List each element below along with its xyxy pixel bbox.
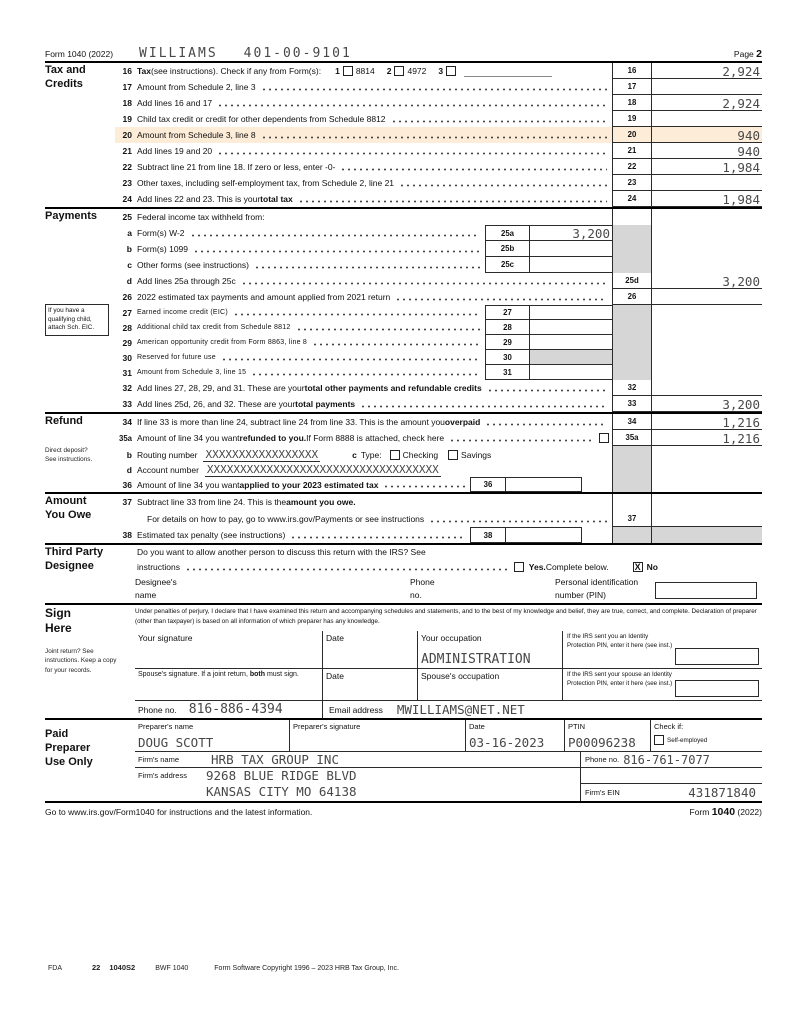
line-30-amount-reserved <box>530 350 612 365</box>
line-30-number: 30 <box>122 352 132 363</box>
section-tax-and-credits <box>45 61 762 207</box>
leader-dots <box>185 568 509 571</box>
leader-dots <box>395 298 607 301</box>
line-19-amount[interactable] <box>652 111 762 127</box>
leader-dots <box>449 439 594 442</box>
line-27-number: 27 <box>122 307 132 318</box>
phone-label: Phone no. <box>138 704 177 715</box>
preparer-identity-row <box>135 720 762 752</box>
shaded-strip <box>612 365 652 380</box>
leader-dots <box>193 250 480 253</box>
line-37-amount[interactable] <box>652 510 762 527</box>
designee-yes-text: Complete below. <box>545 561 609 572</box>
section-label-third-party: Third Party Designee <box>45 546 104 572</box>
line-17-box: 17 <box>612 79 652 95</box>
leader-dots <box>487 389 607 392</box>
email-label: Email address <box>329 704 383 715</box>
preparer-date-field[interactable]: Date 03-16-2023 <box>465 720 564 751</box>
line-25-row <box>115 209 762 225</box>
line-35a-amount[interactable]: 1,216 <box>652 430 762 446</box>
section-sign-here <box>45 603 762 718</box>
form-4972-checkbox[interactable] <box>394 66 404 76</box>
leader-dots <box>290 536 465 539</box>
line-35b-row <box>115 446 762 463</box>
section-payments <box>45 207 762 412</box>
line-16-number: 16 <box>122 66 132 76</box>
line-26-row <box>115 289 762 305</box>
line-18-number: 18 <box>122 98 132 108</box>
line-32-row <box>115 380 762 396</box>
line-26-desc: 2022 estimated tax payments and amount applied from 2021 return <box>137 292 391 302</box>
shaded-strip <box>612 446 652 463</box>
account-number-label: Account number <box>137 465 199 475</box>
shaded-strip <box>612 225 652 241</box>
direct-deposit-note: Direct deposit? See instructions. <box>45 447 93 464</box>
firm-name-row <box>135 752 762 768</box>
form-number-footer: Form 1040 (2022) <box>689 805 762 818</box>
section-label-tax-credits: Tax and Credits <box>45 64 86 90</box>
phone-value[interactable]: 816-886-4394 <box>188 702 283 717</box>
line-25d-box: 25d <box>612 273 652 289</box>
line-33-box: 33 <box>612 396 652 412</box>
line-36-box: 36 <box>470 477 506 492</box>
shaded-strip <box>612 305 652 320</box>
preparer-date-value[interactable]: 03-16-2023 <box>469 735 545 750</box>
line-20-number: 20 <box>122 130 132 140</box>
shaded-strip <box>612 350 652 365</box>
joint-return-note: Joint return? See instructions. Keep a copy for your records. <box>45 648 117 674</box>
line-25d-row <box>115 273 762 289</box>
line-33-desc-bold: total payments <box>295 399 356 409</box>
line-25c-desc: Other forms (see instructions) <box>137 260 249 270</box>
line-28-box: 28 <box>485 320 530 335</box>
line-25b-letter: b <box>126 244 132 254</box>
shaded-strip <box>612 257 652 273</box>
line-35a-number: 35a <box>118 433 132 443</box>
line-34-box: 34 <box>612 414 652 430</box>
line-18-amount[interactable]: 2,924 <box>652 95 762 111</box>
checkbox-1-label: 1 <box>335 66 340 76</box>
line-36-number: 36 <box>122 479 132 490</box>
line-24-box: 24 <box>612 191 652 207</box>
line-34-desc-bold: overpaid <box>444 417 481 427</box>
footer-line <box>45 804 762 819</box>
line-38-amount[interactable] <box>506 527 582 543</box>
line-25b-amount[interactable] <box>530 241 612 257</box>
line-36-desc-bold: applied to your 2023 estimated tax <box>239 479 379 490</box>
line-30-row <box>115 350 762 365</box>
leader-dots <box>340 168 607 171</box>
line-21-desc: Add lines 19 and 20 <box>137 146 213 156</box>
line-25b-row <box>115 241 762 257</box>
shaded-strip <box>612 241 652 257</box>
line-25-desc: Federal income tax withheld from: <box>137 212 265 222</box>
line-28-row <box>115 320 762 335</box>
line-27-row <box>115 305 762 320</box>
line-25c-row <box>115 257 762 273</box>
perjury-statement: Under penalties of perjury, I declare that I have examined this return and accompanying schedules and statements, and to the best of my knowledge and belief, they are true, correct, and complete. Declaration of preparer (other than taxpayer) is based on all information of which preparer has any knowledge. <box>135 608 757 626</box>
preparer-name-value[interactable]: DOUG SCOTT <box>138 735 214 750</box>
line-19-desc: Child tax credit or credit for other dependents from Schedule 8812 <box>137 114 386 124</box>
form-8814-text: 8814 <box>355 66 375 76</box>
line-25d-desc: Add lines 25a through 25c <box>137 276 236 286</box>
leader-dots <box>399 184 607 187</box>
line-32-box: 32 <box>612 380 652 396</box>
preparer-ptin-field[interactable]: PTIN P00096238 <box>564 720 650 751</box>
identity-pin-spouse-box[interactable] <box>675 680 759 697</box>
leader-dots <box>261 136 607 139</box>
line-31-amount[interactable] <box>530 365 612 380</box>
line-21-box: 21 <box>612 143 652 159</box>
leader-dots <box>261 88 607 91</box>
firm-name-label: Firm's name <box>138 755 180 764</box>
leader-dots <box>241 282 607 285</box>
line-29-number: 29 <box>122 337 132 348</box>
line-32-desc: Add lines 27, 28, 29, and 31. These are your <box>137 383 305 393</box>
line-21-number: 21 <box>122 146 132 156</box>
line-35a-desc2: If Form 8888 is attached, check here <box>306 433 445 443</box>
software-footer <box>48 963 399 972</box>
designee-yes-label: Yes. <box>528 561 546 572</box>
line-37-box-upper <box>612 494 652 510</box>
firm-phone-value[interactable]: 816-761-7077 <box>623 752 710 767</box>
write-in-line[interactable] <box>464 66 552 77</box>
firm-ein-label: Firm's EIN <box>585 788 620 797</box>
line-16-row <box>115 63 762 79</box>
line-23-number: 23 <box>122 178 132 188</box>
line-29-desc: American opportunity credit from Form 8863, line 8 <box>137 339 308 346</box>
line-22-box: 22 <box>612 159 652 175</box>
checking-label: Checking <box>402 449 439 460</box>
identity-pin-spouse: If the IRS sent your spouse an Identity Protection PIN, enter it here (see inst.) <box>562 669 762 700</box>
your-signature-field[interactable]: Your signature <box>138 633 193 643</box>
section-label-amount-owe: Amount You Owe <box>45 495 92 521</box>
routing-number-label: Routing number <box>137 449 198 460</box>
spouse-signature-row <box>135 669 762 701</box>
firm-address-row <box>135 768 762 801</box>
leader-dots <box>298 200 607 203</box>
email-value[interactable]: MWILLIAMS@NET.NET <box>396 702 525 717</box>
line-25d-amount[interactable]: 3,200 <box>652 273 762 289</box>
line-21-row <box>115 143 762 159</box>
section-label-paid-preparer: Paid Preparer Use Only <box>45 728 93 768</box>
type-letter: c <box>352 449 357 460</box>
line-24-desc: Add lines 22 and 23. This is your <box>137 194 261 204</box>
firm-name-value[interactable]: HRB TAX GROUP INC <box>211 752 339 767</box>
section-third-party-designee <box>45 543 762 603</box>
line-18-desc: Add lines 16 and 17 <box>137 98 213 108</box>
footer-fda: FDA <box>48 965 62 972</box>
line-16-desc: (see instructions). Check if any from Form(s): <box>151 66 322 76</box>
line-37-row1 <box>115 494 762 510</box>
designee-fields-row <box>115 575 762 603</box>
line-36-row <box>115 477 762 492</box>
line-36-amount[interactable] <box>506 477 582 492</box>
preparer-name-field[interactable]: Preparer's name DOUG SCOTT <box>135 720 289 751</box>
line-34-desc: If line 33 is more than line 24, subtract line 24 from line 33. This is the amount you <box>137 417 445 427</box>
leader-dots <box>190 234 480 237</box>
line-19-row <box>115 111 762 127</box>
self-employed-label: Self-employed <box>667 736 708 744</box>
line-25b-desc: Form(s) 1099 <box>137 244 189 254</box>
line-17-amount[interactable] <box>652 79 762 95</box>
leader-dots <box>383 485 465 488</box>
line-18-row <box>115 95 762 111</box>
leader-dots <box>217 152 607 155</box>
taxpayer-name: WILLIAMS <box>139 46 218 61</box>
line-37-desc-bold: amount you owe. <box>286 497 356 507</box>
line-33-amount[interactable]: 3,200 <box>652 396 762 412</box>
line-25a-desc: Form(s) W-2 <box>137 228 185 238</box>
leader-dots <box>296 328 480 331</box>
designee-name-field[interactable]: Designee's name <box>135 577 177 600</box>
line-23-box: 23 <box>612 175 652 191</box>
shaded-strip <box>612 335 652 350</box>
line-37-desc2: For details on how to pay, go to www.irs.gov/Payments or see instructions <box>147 513 425 524</box>
footer-22: 22 <box>92 963 101 972</box>
line-34-amount[interactable]: 1,216 <box>652 414 762 430</box>
goto-instructions-link[interactable]: Go to www.irs.gov/Form1040 for instructions and the latest information. <box>45 806 313 817</box>
line-19-number: 19 <box>122 114 132 124</box>
third-party-question: Do you want to allow another person to discuss this return with the IRS? See <box>137 546 426 557</box>
line-37-desc1: Subtract line 33 from line 24. This is the <box>137 497 287 507</box>
form-4972-text: 4972 <box>407 66 427 76</box>
line-32-amount[interactable] <box>652 380 762 396</box>
shaded-strip <box>612 463 652 477</box>
form-header <box>45 46 762 61</box>
line-37-number: 37 <box>122 497 132 507</box>
line-38-row <box>115 527 762 543</box>
line-26-amount[interactable] <box>652 289 762 305</box>
your-occupation-field[interactable]: Your occupation ADMINISTRATION <box>417 631 562 668</box>
taxpayer-ssn: 401-00-9101 <box>243 46 352 61</box>
right-column <box>612 209 652 225</box>
form-other-checkbox[interactable] <box>446 66 456 76</box>
line-22-row <box>115 159 762 175</box>
line-31-desc: Amount from Schedule 3, line 15 <box>137 369 247 376</box>
spouse-signature-field[interactable]: Spouse's signature. If a joint return, both must sign. <box>138 671 299 678</box>
self-employed-checkbox[interactable] <box>654 735 664 745</box>
line-29-amount[interactable] <box>530 335 612 350</box>
shaded-area <box>652 527 762 543</box>
line-35a-box: 35a <box>612 430 652 446</box>
line-25c-letter: c <box>127 260 132 270</box>
line-20-desc: Amount from Schedule 3, line 8 <box>137 130 256 140</box>
leader-dots <box>391 120 607 123</box>
line-17-desc: Amount from Schedule 2, line 3 <box>137 82 256 92</box>
line-38-number: 38 <box>122 530 132 540</box>
line-35d-row <box>115 463 762 477</box>
section-label-sign-here: Sign Here <box>45 606 72 635</box>
shaded-strip <box>612 527 652 543</box>
line-23-desc: Other taxes, including self-employment tax, from Schedule 2, line 21 <box>137 178 395 188</box>
line-38-box: 38 <box>470 527 506 543</box>
line-16-amount[interactable]: 2,924 <box>652 63 762 79</box>
line-37-amount-upper <box>652 494 762 510</box>
designee-yes-checkbox[interactable] <box>514 562 524 572</box>
line-25-number: 25 <box>122 212 132 222</box>
line-35d-letter: d <box>126 465 132 475</box>
line-24-number: 24 <box>122 194 132 204</box>
third-party-question-cont: instructions <box>137 561 180 572</box>
identity-pin-you-box[interactable] <box>675 648 759 665</box>
line-17-number: 17 <box>122 82 132 92</box>
footer-copyright: Form Software Copyright 1996 – 2023 HRB Tax Group, Inc. <box>214 965 399 972</box>
designee-pin-field: Personal identification number (PIN) <box>555 575 762 603</box>
line-35a-desc-bold: refunded to you. <box>239 433 307 443</box>
line-19-box: 19 <box>612 111 652 127</box>
signature-date-field[interactable]: Date <box>322 631 417 668</box>
leader-dots <box>312 343 480 346</box>
checking-checkbox[interactable] <box>390 450 400 460</box>
savings-label: Savings <box>461 449 492 460</box>
line-32-desc-bold: total other payments and refundable credits <box>304 383 482 393</box>
occupation-value[interactable]: ADMINISTRATION <box>421 652 531 667</box>
leader-dots <box>485 423 607 426</box>
line-34-number: 34 <box>122 417 132 427</box>
preparer-ptin-value[interactable]: P00096238 <box>568 735 636 750</box>
line-16-desc-bold: Tax <box>137 66 152 76</box>
taxpayer-signature-row <box>135 631 762 669</box>
line-24-desc-bold: total tax <box>260 194 293 204</box>
routing-number-field[interactable]: XXXXXXXXXXXXXXXXX <box>205 447 319 461</box>
section-amount-you-owe <box>45 492 762 543</box>
leader-dots <box>254 266 480 269</box>
line-25a-amount[interactable]: 3,200 <box>530 225 612 241</box>
line-28-amount[interactable] <box>530 320 612 335</box>
line-30-box: 30 <box>485 350 530 365</box>
firm-ein-value[interactable]: 431871840 <box>688 785 756 800</box>
line-25c-box: 25c <box>485 257 530 273</box>
savings-checkbox[interactable] <box>448 450 458 460</box>
line-16-box: 16 <box>612 63 652 79</box>
line-22-number: 22 <box>122 162 132 172</box>
line-22-amount[interactable]: 1,984 <box>652 159 762 175</box>
shaded-strip <box>612 320 652 335</box>
section-label-payments: Payments <box>45 210 97 222</box>
line-33-row <box>115 396 762 412</box>
line-23-row <box>115 175 762 191</box>
line-34-row <box>115 414 762 430</box>
line-35a-desc1: Amount of line 34 you want <box>137 433 240 443</box>
line-35b-letter: b <box>126 449 132 460</box>
line-33-desc: Add lines 25d, 26, and 32. These are your <box>137 399 296 409</box>
firm-address-value[interactable]: 9268 BLUE RIDGE BLVD KANSAS CITY MO 64138 <box>206 768 357 799</box>
line-37-box: 37 <box>612 510 652 527</box>
identity-pin-you: If the IRS sent you an Identity Protection PIN, enter it here (see inst.) <box>562 631 762 668</box>
line-18-box: 18 <box>612 95 652 111</box>
spouse-date-field[interactable]: Date <box>322 669 417 700</box>
line-35a-row <box>115 430 762 446</box>
preparer-signature-field[interactable]: Preparer's signature <box>289 720 465 751</box>
line-29-box: 29 <box>485 335 530 350</box>
line-22-desc: Subtract line 21 from line 18. If zero or less, enter -0- <box>137 162 336 172</box>
eic-note: If you have a qualifying child, attach Sch. EIC. <box>45 304 109 336</box>
section-paid-preparer <box>45 718 762 803</box>
leader-dots <box>221 358 480 361</box>
leader-dots <box>360 405 607 408</box>
line-26-number: 26 <box>122 292 132 302</box>
line-31-row <box>115 365 762 380</box>
line-20-box: 20 <box>612 127 652 143</box>
footer-code: 1040S2 <box>109 963 136 972</box>
spouse-occupation-field[interactable]: Spouse's occupation <box>417 669 562 700</box>
line-25a-row <box>115 225 762 241</box>
line-25b-box: 25b <box>485 241 530 257</box>
form-8814-checkbox[interactable] <box>343 66 353 76</box>
line-27-desc: Earned income credit (EIC) <box>137 309 228 316</box>
line-30-desc: Reserved for future use <box>137 354 216 361</box>
line-38-desc: Estimated tax penalty (see instructions) <box>137 530 286 540</box>
designee-pin-box[interactable] <box>655 582 757 599</box>
section-refund <box>45 412 762 492</box>
line-31-number: 31 <box>122 367 132 378</box>
phone-email-row <box>135 701 762 718</box>
page-number: 2 <box>756 48 762 60</box>
leader-dots <box>233 313 480 316</box>
line-28-desc: Additional child tax credit from Schedule 8812 <box>137 324 291 331</box>
line-25c-amount[interactable] <box>530 257 612 273</box>
designee-no-checkbox[interactable]: X <box>634 561 641 572</box>
firm-phone-label: Phone no. <box>585 755 620 764</box>
line-24-row <box>115 191 762 207</box>
leader-dots <box>217 104 607 107</box>
third-party-question-line1 <box>115 545 762 558</box>
line-27-amount[interactable] <box>530 305 612 320</box>
page-indicator: Page 2 <box>733 48 762 60</box>
line-28-number: 28 <box>122 322 132 333</box>
form-id: Form 1040 (2022) <box>45 49 114 59</box>
account-number-field[interactable]: XXXXXXXXXXXXXXXXXXXXXXXXXXXXXXXXXXX <box>206 463 439 476</box>
type-label: Type: <box>360 449 382 460</box>
line-25a-box: 25a <box>485 225 530 241</box>
line-31-box: 31 <box>485 365 530 380</box>
line-17-row <box>115 79 762 95</box>
line-25a-letter: a <box>127 228 132 238</box>
line-37-row2 <box>115 510 762 527</box>
line-33-number: 33 <box>122 399 132 409</box>
designee-no-label: No <box>646 561 658 572</box>
shaded-strip <box>612 477 652 492</box>
line-25d-letter: d <box>126 276 132 286</box>
preparer-checkif: Check if: Self-employed <box>650 720 762 751</box>
checkbox-2-label: 2 <box>386 66 392 76</box>
line-27-box: 27 <box>485 305 530 320</box>
section-label-refund: Refund <box>45 415 83 427</box>
form-1040-page2 <box>45 46 762 819</box>
line-26-box: 26 <box>612 289 652 305</box>
line-23-amount[interactable] <box>652 175 762 191</box>
firm-address-label: Firm's address <box>138 771 187 780</box>
line-29-row <box>115 335 762 350</box>
checkbox-3-label: 3 <box>438 66 444 76</box>
line-32-number: 32 <box>122 383 132 393</box>
leader-dots <box>429 520 607 523</box>
line-24-amount[interactable]: 1,984 <box>652 191 762 207</box>
designee-phone-field[interactable]: Phone no. <box>410 577 435 600</box>
form-8888-checkbox[interactable] <box>599 433 609 443</box>
third-party-question-line2 <box>115 558 762 575</box>
line-20-amount[interactable]: 940 <box>652 127 762 143</box>
line-36-desc: Amount of line 34 you want <box>137 479 240 490</box>
line-20-row-highlighted <box>115 127 762 143</box>
footer-bwf: BWF 1040 <box>155 965 189 972</box>
line-21-amount[interactable]: 940 <box>652 143 762 159</box>
leader-dots <box>251 373 480 376</box>
